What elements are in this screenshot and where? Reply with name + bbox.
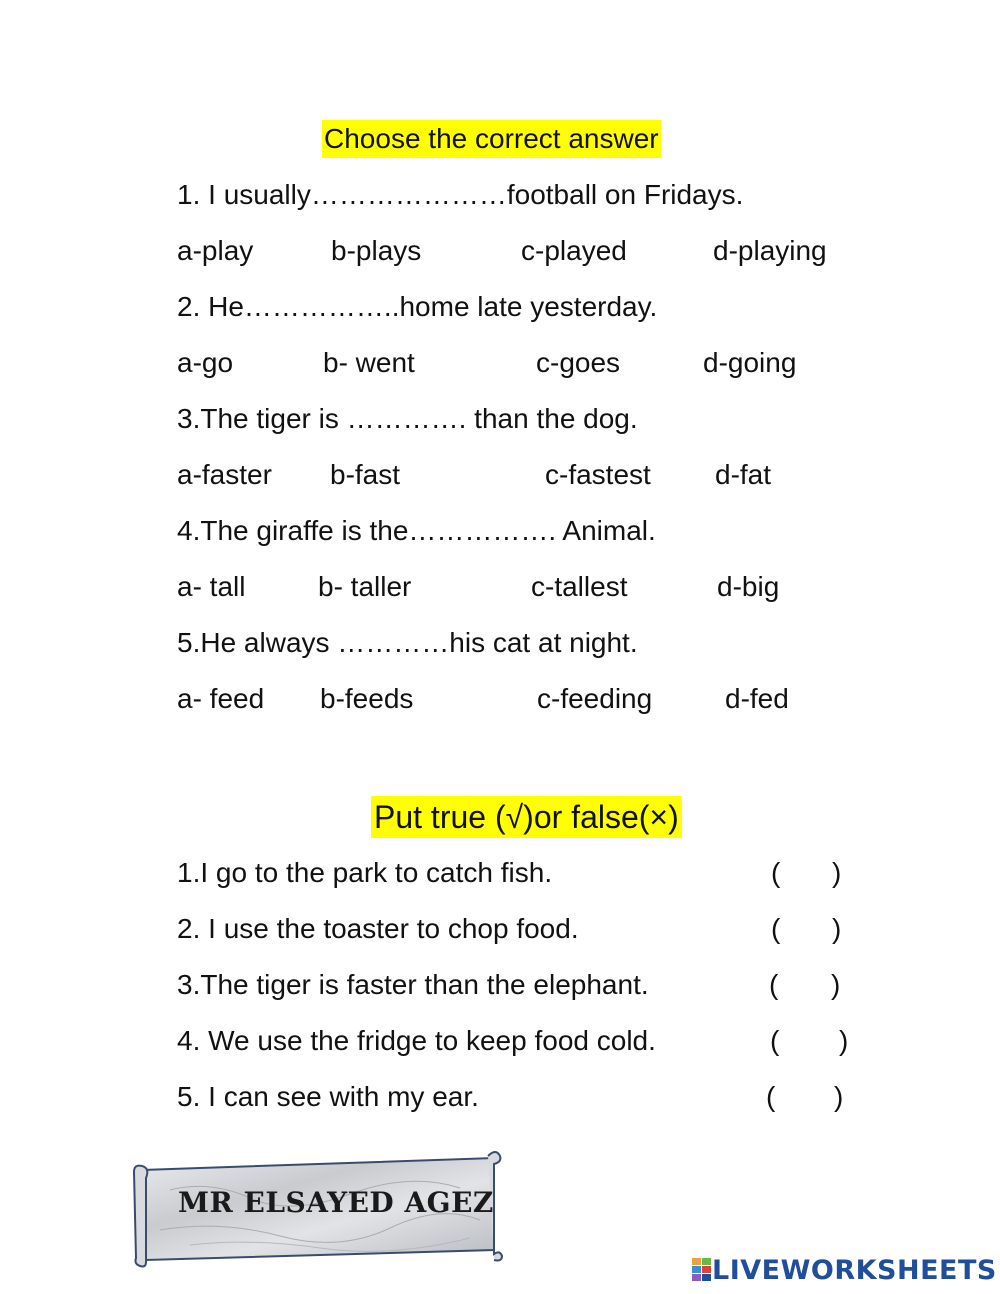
liveworksheets-logo[interactable] — [692, 1255, 997, 1285]
answer-box-2-open[interactable]: ( — [771, 913, 781, 944]
question-3: 3.The tiger is …………. than the dog. — [177, 403, 638, 434]
question-4: 4.The giraffe is the……………. Animal. — [177, 515, 656, 546]
option-5d[interactable]: d-fed — [725, 683, 789, 714]
statement-3: 3.The tiger is faster than the elephant. — [177, 969, 649, 1000]
section-title-true-false: Put true (√)or false(×) — [371, 796, 682, 838]
option-1c[interactable]: c-played — [521, 235, 627, 266]
answer-box-1-open[interactable]: ( — [771, 857, 781, 888]
statement-4: 4. We use the fridge to keep food cold. — [177, 1025, 656, 1056]
section-title-choose: Choose the correct answer — [322, 120, 661, 158]
option-1a[interactable]: a-play — [177, 235, 254, 266]
answer-box-4-close[interactable]: ) — [839, 1025, 849, 1056]
option-5b[interactable]: b-feeds — [320, 683, 414, 714]
question-1: 1. I usually…………………football on Fridays. — [177, 179, 744, 210]
answer-box-5-close[interactable]: ) — [834, 1081, 844, 1112]
option-1b[interactable]: b-plays — [331, 235, 422, 266]
statement-2: 2. I use the toaster to chop food. — [177, 913, 579, 944]
answer-box-2-close[interactable]: ) — [832, 913, 842, 944]
option-3a[interactable]: a-faster — [177, 459, 272, 490]
option-3d[interactable]: d-fat — [715, 459, 772, 490]
question-2: 2. He……………..home late yesterday. — [177, 291, 658, 322]
option-2a[interactable]: a-go — [177, 347, 234, 378]
option-3c[interactable]: c-fastest — [545, 459, 651, 490]
author-name: MR ELSAYED AGEZ — [178, 1186, 494, 1219]
option-2b[interactable]: b- went — [323, 347, 415, 378]
answer-box-1-close[interactable]: ) — [832, 857, 842, 888]
option-4b[interactable]: b- taller — [318, 571, 412, 602]
answer-box-3-open[interactable]: ( — [769, 969, 779, 1000]
statement-5: 5. I can see with my ear. — [177, 1081, 479, 1112]
option-4c[interactable]: c-tallest — [531, 571, 628, 602]
answer-box-4-open[interactable]: ( — [770, 1025, 780, 1056]
answer-box-5-open[interactable]: ( — [766, 1081, 776, 1112]
statement-1: 1.I go to the park to catch fish. — [177, 857, 553, 888]
option-1d[interactable]: d-playing — [713, 235, 827, 266]
option-5c[interactable]: c-feeding — [537, 683, 653, 714]
option-2d[interactable]: d-going — [703, 347, 797, 378]
option-2c[interactable]: c-goes — [536, 347, 621, 378]
answer-box-3-close[interactable]: ) — [831, 969, 841, 1000]
question-5: 5.He always …………his cat at night. — [177, 627, 638, 658]
liveworksheets-logo-icon — [692, 1258, 712, 1282]
option-5a[interactable]: a- feed — [177, 683, 265, 714]
option-4a[interactable]: a- tall — [177, 571, 246, 602]
liveworksheets-logo-text: LIVEWORKSHEETS — [712, 1254, 997, 1286]
option-4d[interactable]: d-big — [717, 571, 780, 602]
option-3b[interactable]: b-fast — [330, 459, 401, 490]
